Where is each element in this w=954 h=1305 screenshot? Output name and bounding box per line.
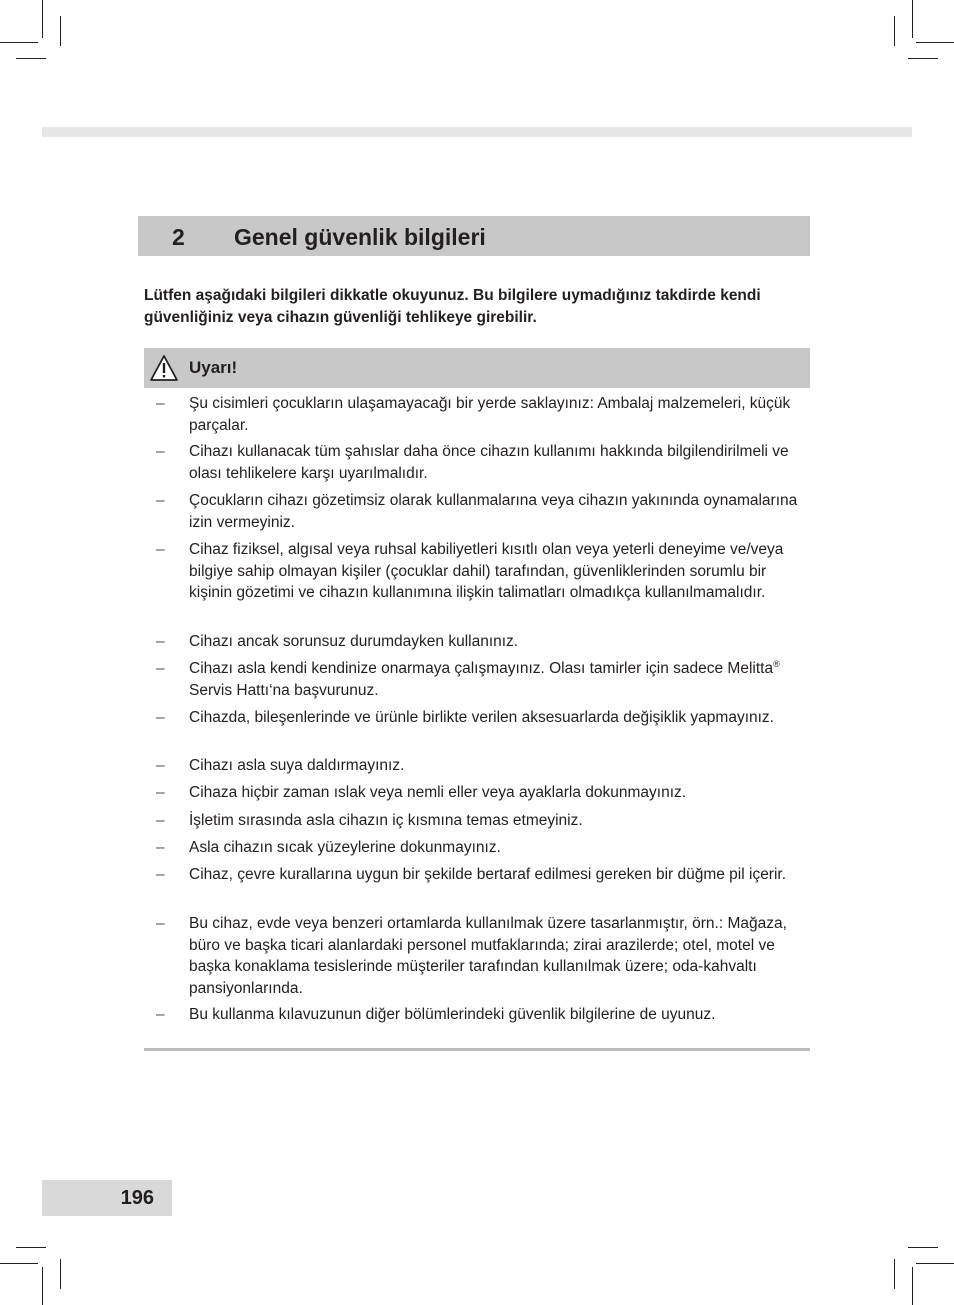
crop-mark (16, 58, 46, 59)
warning-title: Uyarı! (189, 358, 238, 377)
list-item-text: Cihazda, bileşenlerinde ve ürünle birlikte verilen aksesuarlarda değişiklik yapmayınız. (189, 709, 774, 726)
list-item-text: Bu cihaz, evde veya benzeri ortamlarda kullanılmak üzere tasarlanmıştır, örn.: Mağaza, büro ve başka ticari alanlardaki personel mutfaklarında; zirai arazilerde; otel, motel ve başka konaklama tesislerinde müşteriler tarafından kullanılmak üzere; oda-kahvaltı pansiyonlarında. (189, 915, 787, 997)
section-end-rule (144, 1048, 810, 1051)
list-item-text: Bu kullanma kılavuzunun diğer bölümlerindeki güvenlik bilgilerine de uyunuz. (189, 1006, 716, 1023)
crop-mark (0, 42, 38, 43)
list-item-text: İşletim sırasında asla cihazın iç kısmına temas etmeyiniz. (189, 812, 583, 829)
registered-mark: ® (773, 659, 780, 669)
list-item-text: Şu cisimleri çocukların ulaşamayacağı bir yerde saklayınız: Ambalaj malzemeleri, küçük parçalar. (189, 395, 791, 434)
crop-mark (894, 1259, 895, 1289)
dash-bullet: – (156, 757, 165, 774)
dash-bullet: – (156, 839, 165, 856)
crop-mark (16, 1247, 46, 1248)
dash-bullet: – (156, 1006, 165, 1023)
dash-bullet: – (156, 633, 165, 650)
dash-bullet: – (156, 492, 165, 509)
list-item-text-part: Cihazı asla kendi kendinize onarmaya çalışmayınız. Olası tamirler için sadece Melitta (189, 660, 774, 677)
dash-bullet: – (156, 660, 165, 677)
dash-bullet: – (156, 709, 165, 726)
crop-mark (916, 42, 954, 43)
crop-mark (908, 1247, 938, 1248)
dash-bullet: – (156, 784, 165, 801)
list-item-text: Çocukların cihazı gözetimsiz olarak kullanmalarına veya cihazın yakınında oynamalarına izin vermeyiniz. (189, 492, 798, 531)
header-band (42, 127, 912, 137)
list-item-text: Cihaz, çevre kurallarına uygun bir şekilde bertaraf edilmesi gereken bir düğme pil içerir. (189, 866, 787, 883)
page-number-box (42, 1180, 172, 1216)
list-item-text: Cihazı asla suya daldırmayınız. (189, 757, 405, 774)
dash-bullet: – (156, 443, 165, 460)
section-heading (138, 216, 810, 256)
list-item-text: Cihazı kullanacak tüm şahıslar daha önce cihazın kullanımı hakkında bilgilendirilmeli ve olası tehlikelere karşı uyarılmalıdır. (189, 443, 789, 482)
crop-mark (60, 1259, 61, 1289)
dash-bullet: – (156, 395, 165, 412)
dash-bullet: – (156, 866, 165, 883)
crop-mark (908, 58, 938, 59)
list-item-text: Cihaz fiziksel, algısal veya ruhsal kabiliyetleri kısıtlı olan veya yeterli deneyime ve/veya bilgiye sahip olmayan kişiler (çocuklar dahil) tarafından, güvenliklerinden sorumlu bir kişinin gözetimi ve cihazın kullanımına ilişkin talimatları olmadıkça kullanılmamalıdır. (189, 541, 784, 601)
crop-mark (60, 16, 61, 46)
crop-mark (912, 0, 913, 38)
crop-mark (42, 1267, 43, 1305)
dash-bullet: – (156, 812, 165, 829)
list-item-text (189, 658, 809, 701)
warning-header (144, 348, 810, 388)
section-number: 2 (172, 224, 185, 250)
crop-mark (912, 1267, 913, 1305)
crop-mark (916, 1263, 954, 1264)
crop-mark (894, 16, 895, 46)
list-item-text: Cihazı ancak sorunsuz durumdayken kullanınız. (189, 633, 519, 650)
warning-triangle-icon (149, 354, 179, 382)
crop-mark (42, 0, 43, 38)
list-item-text: Asla cihazın sıcak yüzeylerine dokunmayınız. (189, 839, 501, 856)
crop-mark (0, 1263, 38, 1264)
list-item-text-part: Servis Hattı‘na başvurunuz. (189, 681, 379, 699)
dash-bullet: – (156, 541, 165, 558)
section-title: Genel güvenlik bilgileri (234, 224, 486, 250)
list-item-text: Cihaza hiçbir zaman ıslak veya nemli eller veya ayaklarla dokunmayınız. (189, 784, 687, 801)
intro-paragraph: Lütfen aşağıdaki bilgileri dikkatle okuyunuz. Bu bilgilere uymadığınız takdirde kendi güvenliğiniz veya cihazın güvenliği tehlikeye girebilir. (144, 287, 761, 326)
page-number: 196 (120, 1187, 154, 1209)
dash-bullet: – (156, 915, 165, 932)
